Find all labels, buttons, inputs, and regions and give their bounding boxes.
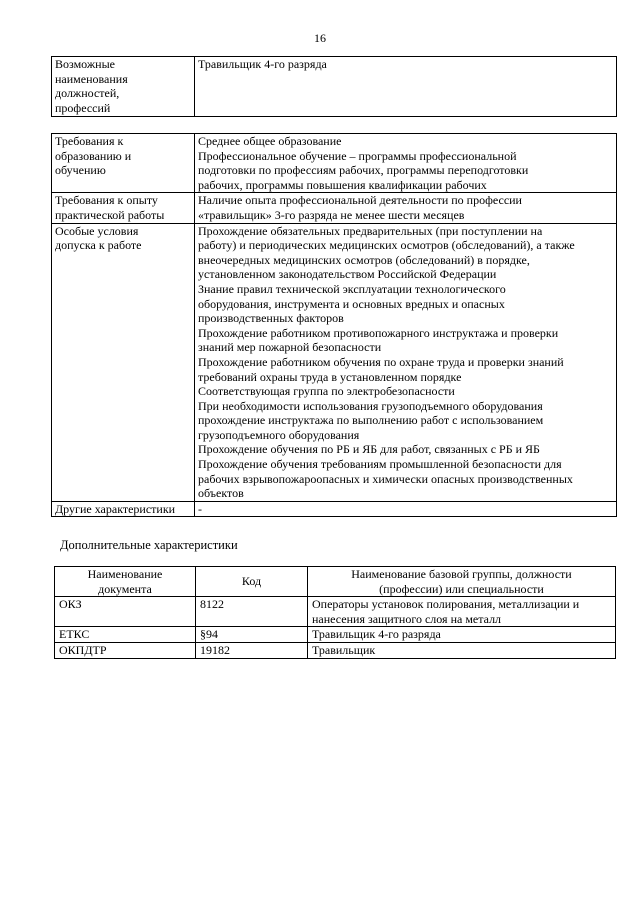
table-row xyxy=(52,134,617,193)
header-name: Наименование базовой группы, должности (профессии) или специальности xyxy=(308,567,616,597)
text-line: объектов xyxy=(198,486,244,501)
other-label: Другие характеристики xyxy=(52,501,195,517)
text-line: прохождение инструктажа по выполнению работ с использованием xyxy=(198,413,544,428)
admission-value xyxy=(195,223,617,501)
cell-code: 19182 xyxy=(196,642,308,658)
table-row xyxy=(52,193,617,223)
text-line: требований охраны труда в установленном порядке xyxy=(198,369,462,384)
table-row xyxy=(55,627,616,643)
text-line: Прохождение работником противопожарного инструктажа и проверки xyxy=(198,325,559,340)
positions-label: Возможные наименования должностей, профессий xyxy=(52,57,195,117)
table-header-row xyxy=(55,567,616,597)
text-line: грузоподъемного оборудования xyxy=(198,427,360,442)
education-value xyxy=(195,134,617,193)
table-row xyxy=(55,642,616,658)
text-line: Профессиональное обучение – программы профессиональной xyxy=(198,148,517,163)
text-line: «травильщик» 3-го разряда не менее шести месяцев xyxy=(198,207,465,222)
text-line: Наличие опыта профессиональной деятельности по профессии xyxy=(198,193,522,208)
additional-characteristics-table xyxy=(54,566,616,659)
experience-value xyxy=(195,193,617,223)
text-line: Соответствующая группа по электробезопасности xyxy=(198,384,455,399)
section-title: Дополнительные характеристики xyxy=(60,538,238,552)
text-line: Прохождение работником обучения по охране труда и проверки знаний xyxy=(198,354,564,369)
cell-name: Травильщик xyxy=(308,642,616,658)
text-line: знаний мер пожарной безопасности xyxy=(198,340,382,355)
page-number: 16 xyxy=(314,31,326,45)
cell-name: Травильщик 4-го разряда xyxy=(308,627,616,643)
text-line: При необходимости использования грузоподъемного оборудования xyxy=(198,398,543,413)
text-line: - xyxy=(198,501,202,516)
text-line: Среднее общее образование xyxy=(198,134,342,148)
table-row xyxy=(52,501,617,517)
positions-value: Травильщик 4-го разряда xyxy=(195,57,617,117)
text-line: подготовки по профессиям рабочих, программы переподготовки xyxy=(198,163,529,178)
header-document: Наименование документа xyxy=(55,567,196,597)
cell-document: ОКПДТР xyxy=(55,642,196,658)
text-line: работу) и периодических медицинских осмотров (обследований), а также xyxy=(198,238,575,253)
text-line: Знание правил технической эксплуатации технологического xyxy=(198,281,506,296)
text-line: рабочих, программы повышения квалификации рабочих xyxy=(198,177,487,192)
text-line: производственных факторов xyxy=(198,311,344,326)
text-line: Прохождение обязательных предварительных (при поступлении на xyxy=(198,223,543,238)
text-line: установленном законодательством Российской Федерации xyxy=(198,267,497,282)
cell-document: ЕТКС xyxy=(55,627,196,643)
experience-label: Требования к опыту практической работы xyxy=(52,193,195,223)
table-row xyxy=(55,597,616,627)
admission-label: Особые условия допуска к работе xyxy=(52,223,195,501)
text-line: внеочередных медицинских осмотров (обследований) в порядке, xyxy=(198,252,530,267)
requirements-table xyxy=(51,133,617,517)
text-line: рабочих взрывопожароопасных и химически опасных производственных xyxy=(198,471,573,486)
header-code: Код xyxy=(196,567,308,597)
text-line: Прохождение обучения требованиям промышленной безопасности для xyxy=(198,457,562,472)
positions-table xyxy=(51,56,617,117)
other-value xyxy=(195,501,617,517)
cell-name: Операторы установок полирования, металлизации и нанесения защитного слоя на металл xyxy=(308,597,616,627)
text-line: оборудования, инструмента и основных вредных и опасных xyxy=(198,296,505,311)
table-row xyxy=(52,223,617,501)
text-line: Прохождение обучения по РБ и ЯБ для работ, связанных с РБ и ЯБ xyxy=(198,442,540,457)
table-row xyxy=(52,57,617,117)
cell-code: 8122 xyxy=(196,597,308,627)
cell-code: §94 xyxy=(196,627,308,643)
cell-document: ОКЗ xyxy=(55,597,196,627)
education-label: Требования к образованию и обучению xyxy=(52,134,195,193)
